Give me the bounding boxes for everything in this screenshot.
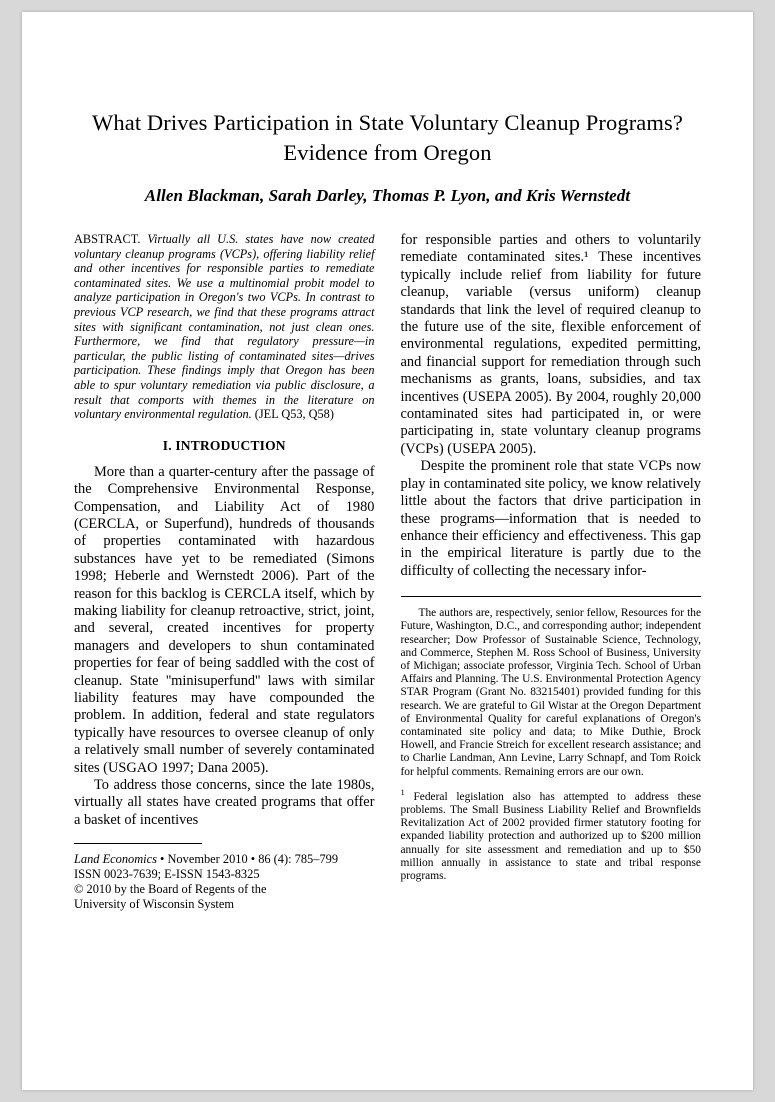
footer-divider xyxy=(74,843,202,844)
author-note: The authors are, respectively, senior fellow, Resources for the Future, Washington, D.C., and corresponding author; independent researcher; Dow Professor of Sustainable Science, Technology, and Commerce, Stephen M. Ross School of Business, University of Michigan; associate professor, Virginia Tech. School of Urban Affairs and Planning. The U.S. Environmental Protection Agency STAR Program (Grant No. 83215401) provided funding for this research. We are grateful to Gil Wistar at the Oregon Department of Environmental Quality for careful explanations of Oregon's contaminated site policy and data; to Mike Duthie, Brock Howell, and Francie Streich for excellent research assistance; and to Charlie Landman, Ann Levine, Larry Schnapf, and Tom Roick for helpful comments. Remaining errors are our own. xyxy=(400,607,701,778)
journal-citation xyxy=(74,852,375,867)
footnote-divider xyxy=(401,596,702,597)
author-list: Allen Blackman, Sarah Darley, Thomas P. Lyon, and Kris Wernstedt xyxy=(144,186,631,205)
intro-paragraph-2: To address those concerns, since the late 1980s, virtually all states have created programs that offer a basket of incentives xyxy=(74,777,375,828)
right-paragraph-2: Despite the prominent role that state VCPs now play in contaminated site policy, we know relatively little about the factors that drive participation in these programs—information that is needed to enhance their efficiency and effectiveness. This gap in the empirical literature is partly due to the difficulty of collecting the necessary infor- xyxy=(400,458,701,579)
abstract xyxy=(74,232,375,422)
journal-info-block xyxy=(74,843,375,912)
journal-copyright-2: University of Wisconsin System xyxy=(74,897,235,912)
right-paragraph-1: for responsible parties and others to voluntarily remediate contaminated sites.¹ These incentives typically include relief from liability for future cleanup, variable (versus uniform) cleanup standards that link the level of required cleanup to the future use of the site, flexible enforcement of environmental regulations, expedited permitting, and financial support for remediation through such mechanisms as grants, loans, subsidies, and tax incentives (USEPA 2005). By 2004, roughly 20,000 contaminated sites had participated in, or were participating in, state voluntary cleanup programs (VCPs) (USEPA 2005). xyxy=(400,232,701,457)
journal-copyright-1: © 2010 by the Board of Regents of the xyxy=(74,882,267,897)
right-column xyxy=(401,232,702,912)
journal-issn: ISSN 0023-7639; E-ISSN 1543-8325 xyxy=(74,867,260,882)
two-column-body xyxy=(74,232,701,912)
intro-paragraph-1: More than a quarter-century after the passage of the Comprehensive Environmental Response, Compensation, and Liability Act of 1980 (CERCLA, or Superfund), hundreds of thousands of properties contaminated with hazardous substances have yet to be remediated (Simons 1998; Heberle and Wernstedt 2006). Part of the reason for this backlog is CERCLA itself, which by making liability for cleanup retroactive, strict, joint, and several, created incentives for property managers and developers to shun contaminated properties for fear of being saddled with the cost of cleanup. State ''minisuperfund'' laws with similar liability features may have compounded the problem. In addition, federal and state regulators typically have resources to oversee cleanup of only a relatively small number of severely contaminated sites (USGAO 1997; Dana 2005). xyxy=(74,463,375,776)
left-column xyxy=(74,232,375,912)
footnote-1 xyxy=(400,786,702,883)
page-title: What Drives Participation in State Voluntary Cleanup Programs? Evidence from Oregon xyxy=(92,110,683,165)
abstract-label: ABSTRACT. xyxy=(74,232,141,246)
abstract-text: Virtually all U.S. states have now created voluntary cleanup programs (VCPs), offering liability relief and other incentives for responsible parties to remediate contaminated sites. We use a multinomial probit model to analyze participation in Oregon's two VCPs. In contrast to previous VCP research, we find that these programs attract sites with significant contamination, not just clean ones. Furthermore, we find that regulatory pressure—in particular, the public listing of contaminated sites—drives participation. These findings imply that Oregon has been able to spur voluntary remediation via public disclosure, a result that comports with themes in the literature on voluntary environmental regulation. xyxy=(74,232,375,422)
journal-issue: • November 2010 • 86 (4): 785–799 xyxy=(156,852,339,867)
section-heading-introduction: I. INTRODUCTION xyxy=(162,437,286,453)
footnote-marker: 1 xyxy=(400,786,405,797)
footnote-1-text: Federal legislation also has attempted to address these problems. The Small Business Liability Relief and Brownfields Revitalization Act of 2002 provided firmer statutory footing for expanded liability protection and authorized up to $200 million annually for site assessment and remediation and up to $50 million annually in assistance to state and tribal response programs. xyxy=(400,790,701,882)
article-page xyxy=(22,12,753,1090)
abstract-jel-codes: (JEL Q53, Q58) xyxy=(254,407,334,422)
journal-name: Land Economics xyxy=(74,852,157,867)
